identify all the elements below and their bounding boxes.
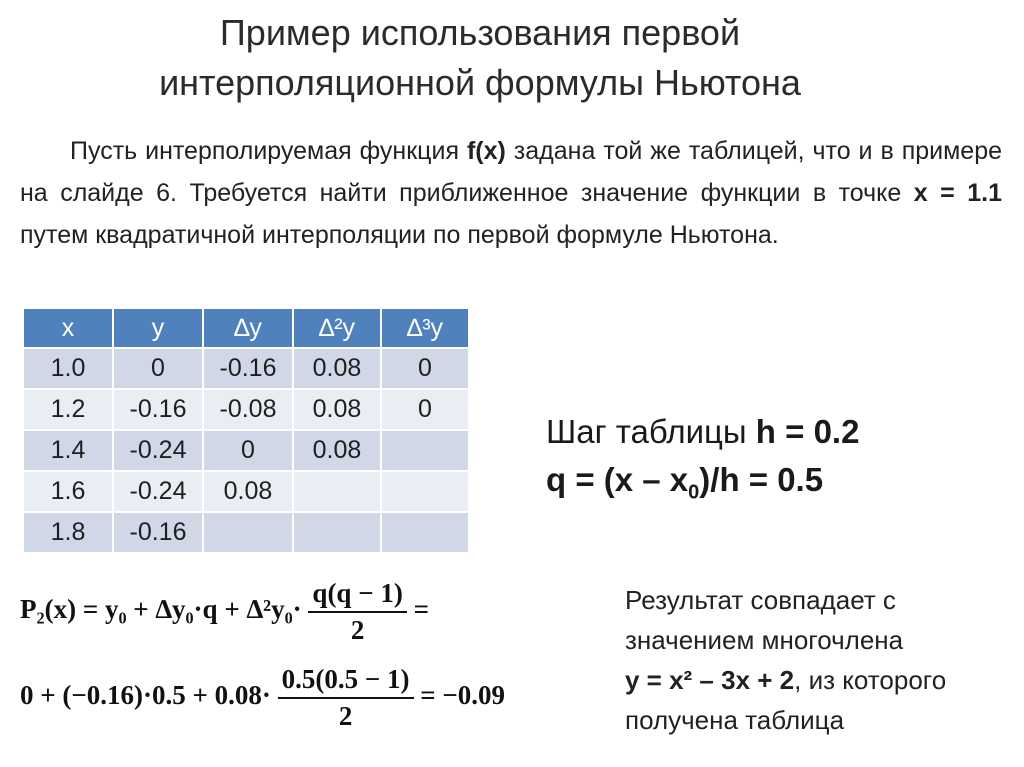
- step-h-label: Шаг таблицы: [546, 413, 756, 450]
- table-cell: -0.16: [204, 349, 294, 390]
- table-cell: 0.08: [204, 472, 294, 513]
- formula1-denominator: 2: [350, 615, 365, 645]
- table-cell: -0.16: [114, 513, 204, 554]
- intro-point: x = 1.1: [913, 179, 1002, 207]
- table-cell: 1.4: [24, 431, 114, 472]
- title-line-1: Пример использования первой: [219, 12, 741, 53]
- table-row: [24, 349, 470, 390]
- newton-formula: [20, 578, 429, 646]
- formula1-lhs: P₂(x) = y₀ + ∆y₀·q + ∆²y₀·: [20, 594, 302, 625]
- table-cell: [204, 513, 294, 554]
- intro-text-1: Пусть интерполируемая функция: [70, 137, 467, 165]
- step-q-line: [546, 456, 859, 517]
- result-line-3: [625, 660, 1015, 700]
- table-cell: 1.8: [24, 513, 114, 554]
- result-line-2: значением многочлена: [625, 625, 904, 655]
- table-cell: 1.0: [24, 349, 114, 390]
- intro-paragraph: [20, 130, 1002, 256]
- formula2-tail: = −0.09: [420, 680, 506, 711]
- step-h-line: [546, 408, 859, 456]
- step-q-right: )/h = 0.5: [699, 461, 824, 498]
- result-line-3-tail: , из которого: [794, 665, 947, 695]
- formula2-lhs: 0 + (−0.16)·0.5 + 0.08·: [20, 680, 271, 711]
- table-cell: -0.16: [114, 390, 204, 431]
- table-cell: 0: [382, 390, 470, 431]
- table-cell: 0.08: [294, 390, 382, 431]
- substitution-formula: [20, 664, 505, 732]
- table-cell: 0.08: [294, 349, 382, 390]
- table-row: [24, 513, 470, 554]
- formula1-tail: =: [413, 594, 429, 625]
- table-cell: [382, 431, 470, 472]
- formula2-fraction: [278, 664, 414, 732]
- table-cell: 1.2: [24, 390, 114, 431]
- step-q-sub: 0: [688, 481, 700, 504]
- table-cell: [294, 513, 382, 554]
- table-cell: -0.08: [204, 390, 294, 431]
- formula1-numerator: q(q − 1): [308, 578, 406, 613]
- table-row: [24, 472, 470, 513]
- table-cell: [294, 472, 382, 513]
- formula2-denominator: 2: [338, 701, 353, 731]
- table-cell: 0: [114, 349, 204, 390]
- header-x: x: [24, 309, 114, 349]
- table-cell: [382, 513, 470, 554]
- header-dy: ∆y: [204, 309, 294, 349]
- header-d3y: ∆³y: [382, 309, 470, 349]
- formula1-fraction: [308, 578, 406, 646]
- title-line-2: интерполяционной формулы Ньютона: [159, 62, 801, 103]
- step-info: [546, 408, 859, 517]
- table-cell: 0: [204, 431, 294, 472]
- table-cell: -0.24: [114, 472, 204, 513]
- intro-function: f(x): [466, 137, 506, 165]
- result-line-1: Результат совпадает с: [625, 585, 896, 615]
- table-row: [24, 390, 470, 431]
- intro-text-2: задана той же таблицей, что и в примере на слайде 6. Требуется найти приближенное значение функции в точке: [20, 137, 1003, 207]
- step-h-value: h = 0.2: [755, 413, 860, 450]
- table-cell: -0.24: [114, 431, 204, 472]
- table-cell: [382, 472, 470, 513]
- table-cell: 1.6: [24, 472, 114, 513]
- header-d2y: ∆²y: [294, 309, 382, 349]
- table-cell: 0.08: [294, 431, 382, 472]
- result-note: [625, 580, 1015, 740]
- header-y: y: [114, 309, 204, 349]
- formula2-numerator: 0.5(0.5 − 1): [278, 664, 414, 699]
- result-polynomial: y = x² – 3x + 2: [625, 665, 795, 695]
- result-line-4: получена таблица: [625, 705, 845, 735]
- intro-text-3: путем квадратичной интерполяции по первой формуле Ньютона.: [20, 221, 779, 249]
- table-cell: 0: [382, 349, 470, 390]
- differences-table: [24, 309, 470, 554]
- slide-title: [60, 8, 900, 108]
- table-header-row: [24, 309, 470, 349]
- table-row: [24, 431, 470, 472]
- step-q-left: q = (x – x: [546, 461, 689, 498]
